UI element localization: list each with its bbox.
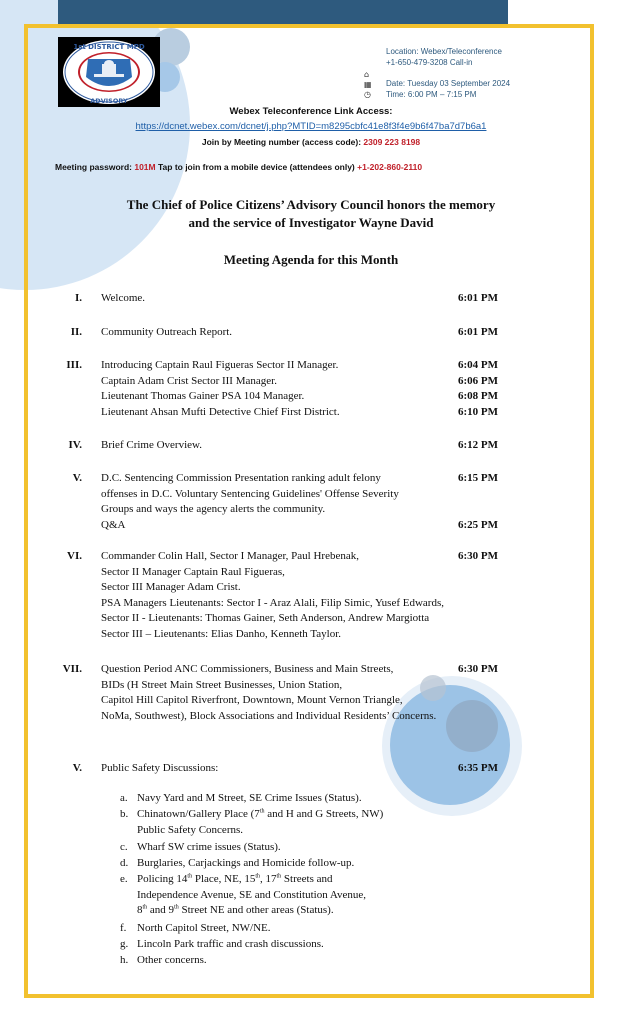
agenda-text-line: BIDs (H Street Main Street Businesses, Union Station, — [101, 678, 343, 691]
agenda-text — [101, 471, 501, 533]
item-letter: f. — [120, 921, 127, 934]
agenda-text-line: PSA Managers Lieutenants: Sector I - Araz Alali, Filip Simic, Yusef Edwards, — [101, 596, 444, 609]
agenda-number: V. — [72, 762, 82, 774]
calendar-icon: ▦ — [364, 80, 372, 89]
agenda-text-line: Introducing Captain Raul Figueras Sector II Manager. — [101, 359, 339, 371]
webex-title: Webex Teleconference Link Access: — [229, 106, 393, 117]
agenda-time: 6:35 PM — [458, 762, 499, 774]
memorial-line-2: and the service of Investigator Wayne David — [188, 215, 434, 230]
council-logo — [58, 37, 160, 107]
meeting-time: Time: 6:00 PM – 7:15 PM — [386, 89, 477, 99]
agenda-text — [101, 325, 461, 341]
agenda-text — [101, 549, 501, 642]
agenda-time: 6:15 PM — [458, 472, 499, 484]
mobile-label: Tap to join from a mobile device (attendees only) — [155, 162, 358, 172]
agenda-text-line: D.C. Sentencing Commission Presentation ranking adult felony — [101, 472, 381, 484]
agenda-time: 6:25 PM — [458, 518, 499, 531]
agenda-text-line: offenses in D.C. Voluntary Sentencing Guidelines' Offense Severity — [101, 487, 399, 500]
item-text: Wharf SW crime issues (Status). — [137, 840, 281, 853]
agenda-time: 6:30 PM — [458, 550, 499, 562]
agenda-text — [101, 291, 461, 307]
agenda-text-line: Sector II - Lieutenants: Thomas Gainer, Seth Anderson, Andrew Margiotta — [101, 612, 430, 624]
agenda-number: VI. — [67, 550, 82, 562]
item-letter: e. — [120, 873, 128, 885]
agenda-text-line: Brief Crime Overview. — [101, 439, 203, 451]
webex-link[interactable]: https://dcnet.webex.com/dcnet/j.php?MTID=m8295cbfc41e8f3f4e9b6f47ba7d7b6a1 — [135, 121, 487, 132]
agenda-text-line: Public Safety Discussions: — [101, 762, 219, 774]
item-letter: d. — [120, 856, 129, 869]
mobile-number[interactable]: +1-202-860-2110 — [357, 162, 423, 172]
agenda-time: 6:12 PM — [458, 439, 499, 451]
agenda-time: 6:06 PM — [458, 374, 499, 387]
agenda-time: 6:01 PM — [458, 292, 499, 304]
agenda-text-line: NoMa, Southwest), Block Associations and Individual Residents’ Concerns. — [101, 709, 437, 722]
access-code: 2309 223 8198 — [363, 137, 421, 147]
agenda-text — [101, 662, 501, 724]
clock-icon: ◷ — [364, 90, 371, 99]
item-letter: g. — [120, 937, 129, 950]
password-label: Meeting password: — [55, 162, 135, 172]
agenda-text — [101, 761, 461, 777]
item-text: Chinatown/Gallery Place (7th and H and G Streets, NW) Public Safety Concerns. — [137, 808, 384, 836]
agenda-number: III. — [66, 359, 82, 371]
agenda-text-line: Commander Colin Hall, Sector I Manager, Paul Hrebenak, — [101, 550, 359, 562]
memorial-line-1: The Chief of Police Citizens’ Advisory Council honors the memory — [126, 197, 496, 212]
item-letter: a. — [120, 792, 128, 804]
agenda-text-line: Question Period ANC Commissioners, Business and Main Streets, — [101, 663, 394, 675]
header-bar — [58, 0, 508, 26]
meeting-info — [386, 47, 510, 100]
agenda-text-line: Sector III Manager Adam Crist. — [101, 581, 241, 593]
agenda-time: 6:01 PM — [458, 326, 499, 338]
agenda-text-line: Community Outreach Report. — [101, 326, 233, 338]
item-text: Policing 14th Place, NE, 15th, 17th Streets and Independence Avenue, SE and Constitution Avenue, 8th and 9th Street NE and other areas (Status). — [137, 873, 367, 916]
item-text: North Capitol Street, NW/NE. — [137, 921, 271, 934]
agenda-text-line: Welcome. — [101, 292, 146, 304]
agenda-text-line: Sector III – Lieutenants: Elias Danho, Kenneth Taylor. — [101, 627, 342, 640]
memorial-heading — [0, 196, 622, 232]
agenda-text-line: Lieutenant Thomas Gainer PSA 104 Manager. — [101, 390, 305, 402]
agenda-number: VII. — [62, 663, 82, 675]
agenda-number: I. — [74, 292, 82, 304]
item-letter: h. — [120, 954, 129, 966]
agenda-text — [101, 438, 461, 454]
agenda-text — [101, 358, 461, 420]
home-icon: ⌂ — [364, 70, 370, 79]
join-info — [0, 137, 622, 147]
item-text: Other concerns. — [137, 954, 207, 966]
agenda-time: 6:10 PM — [458, 405, 499, 418]
item-letter: b. — [120, 808, 129, 821]
item-text: Lincoln Park traffic and crash discussions. — [137, 937, 324, 950]
item-text: Burglaries, Carjackings and Homicide follow-up. — [137, 856, 355, 869]
logo-ring-top-text: 1st DISTRICT MPD — [73, 43, 145, 51]
call-in-line: +1-650-479-3208 Call-in — [386, 57, 473, 67]
agenda-text-line: Capitol Hill Capitol Riverfront, Downtown, Mount Vernon Triangle, — [101, 694, 403, 706]
meeting-password: 101M — [134, 162, 156, 172]
item-letter: c. — [120, 840, 128, 853]
header-icons — [364, 70, 372, 100]
location-line: Location: Webex/Teleconference — [386, 47, 502, 56]
agenda-number: II. — [70, 326, 82, 338]
agenda-text-line: Captain Adam Crist Sector III Manager. — [101, 374, 277, 387]
agenda-time: 6:08 PM — [458, 390, 499, 402]
agenda-number: IV. — [68, 439, 82, 451]
item-text: Navy Yard and M Street, SE Crime Issues (Status). — [137, 792, 362, 804]
agenda-number: V. — [72, 472, 82, 484]
agenda-time: 6:04 PM — [458, 359, 499, 371]
join-label: Join by Meeting number (access code): — [201, 137, 364, 147]
agenda-text-line: Sector II Manager Captain Raul Figueras, — [101, 565, 285, 578]
logo-ring-bottom-text: ADVISORY — [90, 97, 128, 105]
agenda-title: Meeting Agenda for this Month — [223, 252, 399, 267]
password-info — [55, 162, 422, 172]
agenda-text-line: Lieutenant Ahsan Mufti Detective Chief First District. — [101, 405, 340, 418]
agenda-time: 6:30 PM — [458, 663, 499, 675]
agenda-text-line: Q&A — [101, 518, 126, 531]
agenda-text-line: Groups and ways the agency alerts the community. — [101, 503, 326, 515]
meeting-date: Date: Tuesday 03 September 2024 — [386, 79, 511, 88]
